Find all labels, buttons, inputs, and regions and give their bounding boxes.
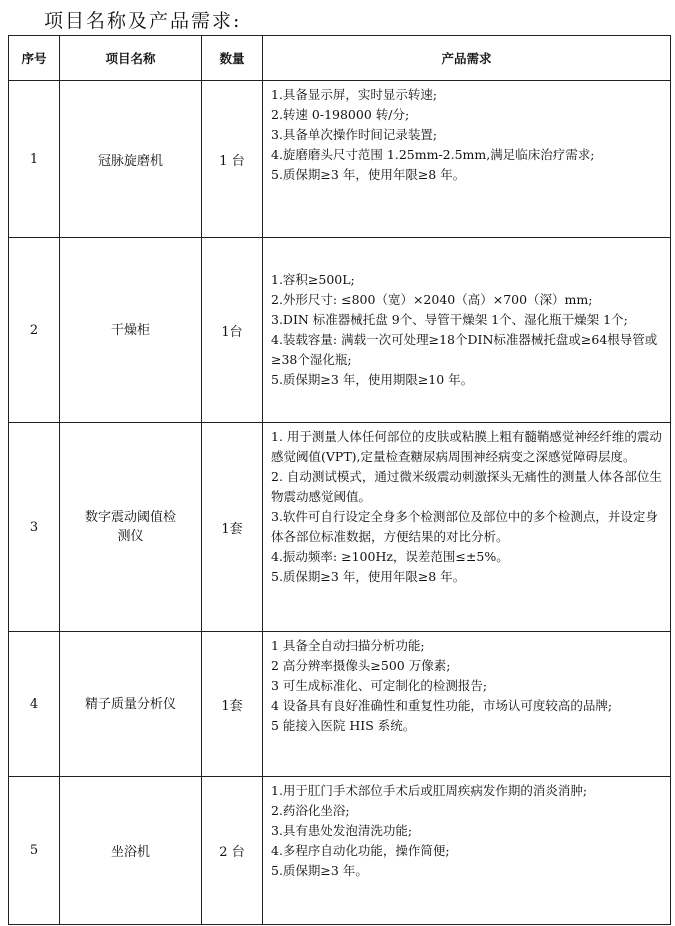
row-requirements — [263, 238, 671, 423]
requirement-line: 4.装载容量: 满载一次可处理≥18个DIN标准器械托盘或≥64根导管或≥38个湿化瓶; — [271, 332, 658, 367]
header-requirements: 产品需求 — [263, 36, 671, 81]
requirement-line: 2 高分辨率摄像头≥500 万像素; — [271, 658, 451, 673]
requirement-line: 2.药浴化坐浴; — [271, 803, 350, 818]
row-project-name: 坐浴机 — [60, 777, 202, 925]
requirement-line: 2.外形尺寸: ≤800（宽）×2040（高）×700（深）mm; — [271, 292, 593, 307]
requirement-line: 1.用于肛门手术部位手术后或肛周疾病发作期的消炎消肿; — [271, 783, 588, 798]
requirement-line: 3.软件可自行设定全身多个检测部位及部位中的多个检测点，并设定身体各部位标准数据，方便结果的对比分析。 — [271, 509, 658, 544]
row-requirements — [263, 423, 671, 632]
table-header-row — [9, 36, 671, 81]
requirement-line: 4.多程序自动化功能，操作简便; — [271, 843, 450, 858]
row-project-name — [60, 632, 202, 777]
requirement-line: 5.质保期≥3 年。 — [271, 863, 368, 878]
row-quantity: 1 台 — [202, 81, 263, 238]
row-project-name-text: 数字震动阈值检测仪 — [84, 510, 176, 544]
row-requirements — [263, 632, 671, 777]
requirement-line: 4 设备具有良好准确性和重复性功能，市场认可度较高的品牌; — [271, 698, 613, 713]
table-row — [9, 81, 671, 238]
table-row — [9, 238, 671, 423]
table-row — [9, 777, 671, 925]
row-quantity: 1套 — [202, 423, 263, 632]
header-quantity: 数量 — [202, 36, 263, 81]
row-project-name-text: 精子质量分析仪 — [84, 696, 176, 712]
requirement-line: 4.旋磨磨头尺寸范围 1.25mm-2.5mm,满足临床治疗需求; — [271, 147, 595, 162]
requirement-line: 1.具备显示屏，实时显示转速; — [271, 87, 438, 102]
row-index: 3 — [9, 423, 60, 632]
requirement-line: 5.质保期≥3 年，使用年限≥8 年。 — [271, 569, 466, 584]
row-project-name — [60, 423, 202, 632]
header-project-name: 项目名称 — [60, 36, 202, 81]
table-row — [9, 423, 671, 632]
row-index: 5 — [9, 777, 60, 925]
requirement-line: 5.质保期≥3 年，使用年限≥8 年。 — [271, 167, 466, 182]
requirement-line: 1 具备全自动扫描分析功能; — [271, 638, 425, 653]
table-row — [9, 632, 671, 777]
requirement-line: 5.质保期≥3 年，使用期限≥10 年。 — [271, 372, 474, 387]
requirement-line: 3.具备单次操作时间记录装置; — [271, 127, 438, 142]
requirement-line: 3.具有患处发泡清洗功能; — [271, 823, 413, 838]
product-requirements-table — [8, 35, 671, 925]
requirement-line: 2. 自动测试模式，通过微米级震动刺激探头无痛性的测量人体各部位生物震动感觉阈值。 — [271, 469, 662, 504]
row-index: 4 — [9, 632, 60, 777]
row-requirements — [263, 777, 671, 925]
row-project-name: 干燥柜 — [60, 238, 202, 423]
row-quantity: 1台 — [202, 238, 263, 423]
row-quantity: 1套 — [202, 632, 263, 777]
row-requirements — [263, 81, 671, 238]
requirement-line: 2.转速 0-198000 转/分; — [271, 107, 410, 122]
row-project-name: 冠脉旋磨机 — [60, 81, 202, 238]
requirement-line: 3 可生成标准化、可定制化的检测报告; — [271, 678, 488, 693]
requirement-line: 3.DIN 标准器械托盘 9个、导管干燥架 1个、湿化瓶干燥架 1个; — [271, 312, 628, 327]
requirement-line: 5 能接入医院 HIS 系统。 — [271, 718, 416, 733]
row-quantity: 2 台 — [202, 777, 263, 925]
row-index: 2 — [9, 238, 60, 423]
header-index: 序号 — [9, 36, 60, 81]
page-heading: 项目名称及产品需求: — [44, 10, 242, 32]
requirement-line: 4.振动频率: ≥100Hz，误差范围≤±5%。 — [271, 549, 509, 564]
requirement-line: 1. 用于测量人体任何部位的皮肤或粘膜上粗有髓鞘感觉神经纤维的震动感觉阈值(VPT),定量检查糖尿病周围神经病变之深感觉障碍层度。 — [271, 429, 662, 464]
row-index: 1 — [9, 81, 60, 238]
requirement-line: 1.容积≥500L; — [271, 272, 355, 287]
